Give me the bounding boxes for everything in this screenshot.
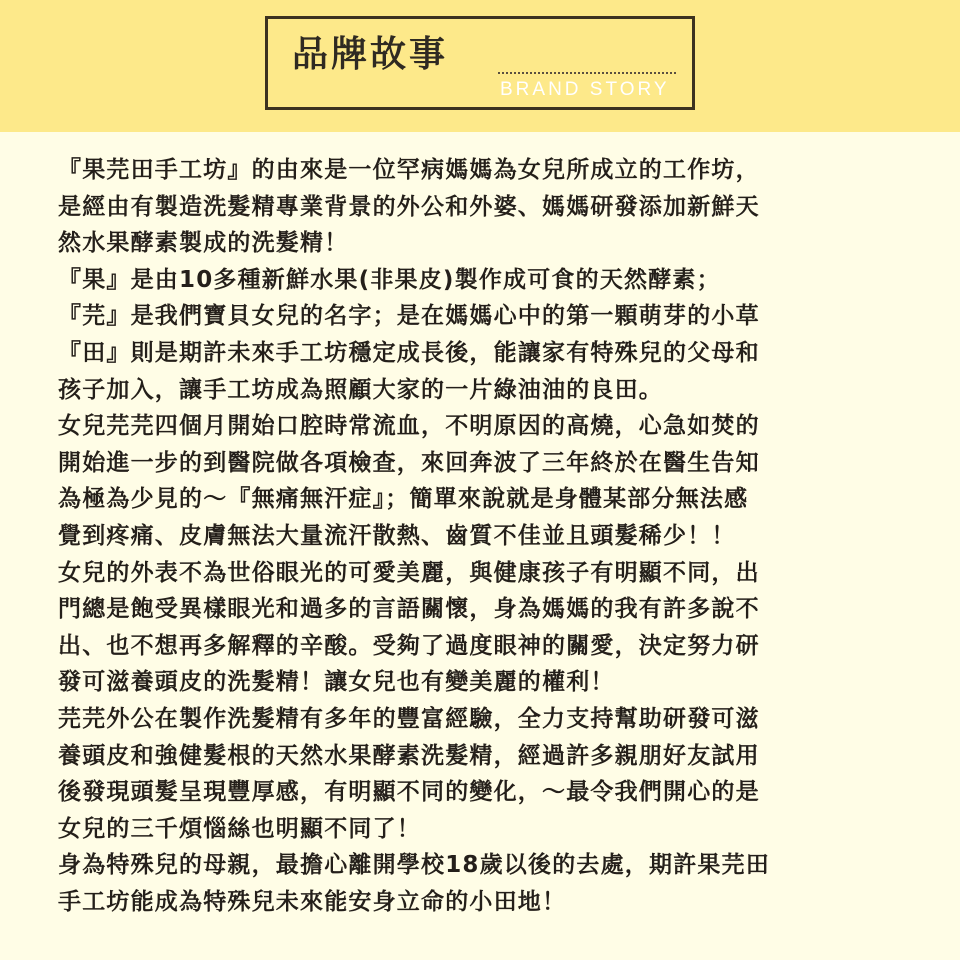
story-line: 女兒的三千煩惱絲也明顯不同了！ [58,815,421,842]
story-line: 女兒芫芫四個月開始口腔時常流血，不明原因的高燒，心急如焚的 [58,413,760,440]
page-title: 品牌故事 [292,34,449,75]
story-line: 為極為少見的～『無痛無汗症』；簡單來說就是身體某部分無法感 [58,486,749,513]
story-line: 『果芫田手工坊』的由來是一位罕病媽媽為女兒所成立的工作坊， [58,157,760,183]
story-line: 女兒的外表不為世俗眼光的可愛美麗，與健康孩子有明顯不同，出 [58,559,760,586]
story-line: 『果』是由10多種新鮮水果(非果皮)製作成可食的天然酵素； [58,266,721,293]
title-dotted-rule [498,72,676,74]
story-line: 身為特殊兒的母親，最擔心離開學校18歲以後的去處，期許果芫田 [58,852,771,879]
page-subtitle: BRAND STORY [500,79,670,100]
story-line: 芫芫外公在製作洗髮精有多年的豐富經驗，全力支持幫助研發可滋 [58,705,760,732]
story-line: 覺到疼痛、皮膚無法大量流汗散熱、齒質不佳並且頭髮稀少！！ [58,522,736,549]
story-line: 然水果酵素製成的洗髮精！ [58,230,349,257]
story-line: 出、也不想再多解釋的辛酸。受夠了過度眼神的關愛，決定努力研 [58,632,760,659]
story-line: 開始進一步的到醫院做各項檢查，來回奔波了三年終於在醫生告知 [58,449,760,476]
story-line: 是經由有製造洗髮精專業背景的外公和外婆、媽媽研發添加新鮮天 [58,193,760,220]
story-line: 孩子加入，讓手工坊成為照顧大家的一片綠油油的良田。 [58,376,663,403]
story-line: 後發現頭髮呈現豐厚感，有明顯不同的變化，～最令我們開心的是 [58,779,760,806]
header-band [0,0,960,132]
story-line: 發可滋養頭皮的洗髮精！讓女兒也有變美麗的權利！ [58,669,615,696]
story-line: 養頭皮和強健髮根的天然水果酵素洗髮精，經過許多親朋好友試用 [58,742,760,769]
title-frame [265,16,695,110]
story-line: 『田』則是期許未來手工坊穩定成長後，能讓家有特殊兒的父母和 [58,339,760,366]
brand-story-text [58,152,918,920]
story-line: 手工坊能成為特殊兒未來能安身立命的小田地！ [58,888,567,915]
story-line: 『芫』是我們寶貝女兒的名字；是在媽媽心中的第一顆萌芽的小草 [58,303,760,330]
story-line: 門總是飽受異樣眼光和過多的言語關懷，身為媽媽的我有許多說不 [58,596,760,623]
